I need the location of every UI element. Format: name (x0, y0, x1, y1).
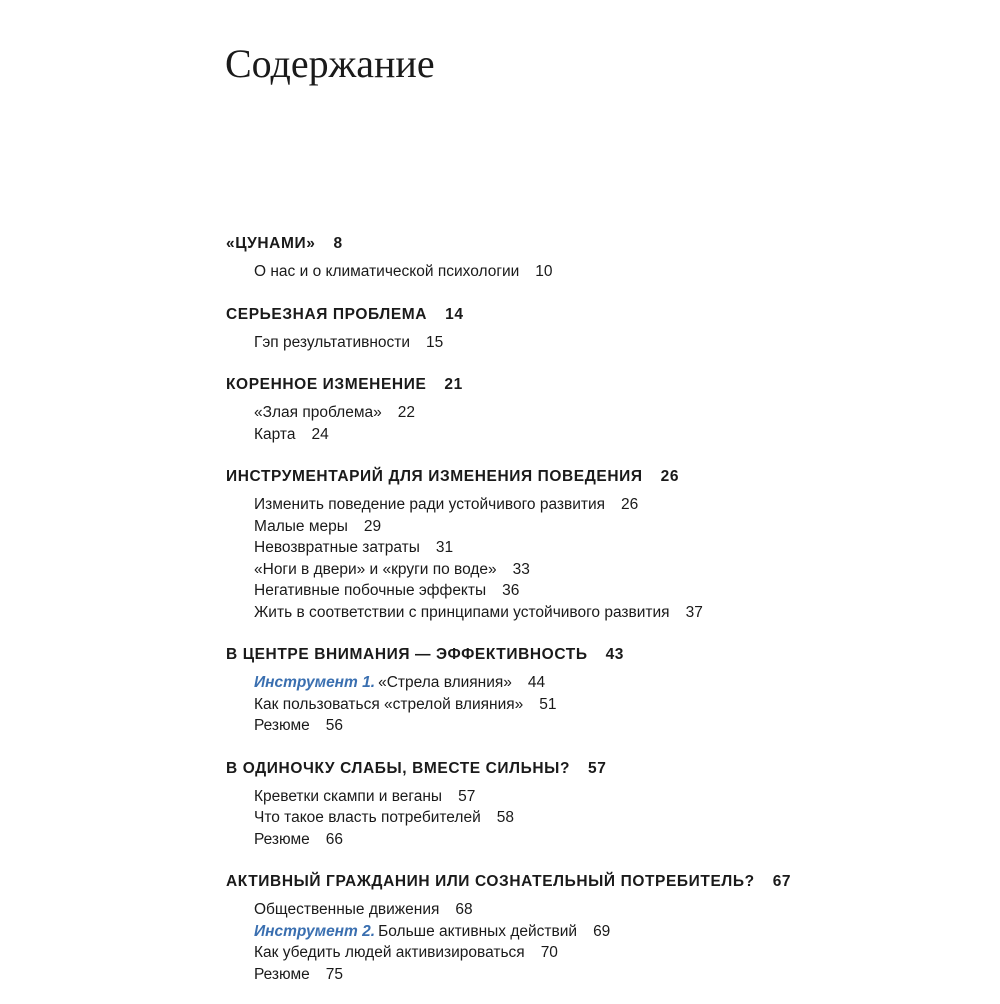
entry-title: «Злая проблема» (254, 404, 382, 421)
section-title: В ОДИНОЧКУ СЛАБЫ, ВМЕСТЕ СИЛЬНЫ? (226, 759, 571, 777)
section-page-number: 57 (588, 759, 607, 777)
toc-entry[interactable] (226, 516, 946, 538)
section-title: КОРЕННОЕ ИЗМЕНЕНИЕ (226, 376, 427, 393)
entry-title: Малые меры (254, 517, 348, 535)
entry-title: Негативные побочные эффекты (254, 582, 487, 599)
toc-entry[interactable] (226, 424, 946, 446)
entry-title: Креветки скампи и веганы (254, 787, 443, 805)
tool-label: Инструмент 1. (254, 674, 376, 691)
section-heading[interactable] (226, 302, 946, 328)
toc-entry[interactable] (226, 559, 946, 581)
entry-title: Резюме (254, 965, 310, 983)
toc-entry[interactable] (226, 921, 946, 943)
toc-entry[interactable] (226, 942, 946, 964)
entry-title: Невозвратные затраты (254, 539, 420, 556)
toc-section (226, 464, 946, 623)
toc-entry[interactable] (226, 537, 946, 559)
entry-page-number: 33 (512, 560, 530, 578)
entry-page-number: 22 (397, 404, 415, 421)
entry-title: Карта (254, 425, 296, 443)
section-title: В ЦЕНТРЕ ВНИМАНИЯ — ЭФФЕКТИВНОСТЬ (226, 646, 588, 663)
section-heading[interactable] (226, 464, 946, 490)
toc-entry[interactable] (226, 829, 946, 851)
toc-entry[interactable] (226, 332, 946, 354)
section-heading[interactable] (226, 642, 946, 668)
entry-title: Что такое власть потребителей (254, 809, 481, 826)
page-title: Содержание (225, 41, 435, 86)
section-page-number: 67 (772, 873, 792, 890)
section-title: АКТИВНЫЙ ГРАЖДАНИН ИЛИ СОЗНАТЕЛЬНЫЙ ПОТРЕБИТЕЛЬ? (226, 873, 755, 890)
section-heading[interactable] (226, 372, 946, 398)
entry-page-number: 37 (685, 603, 703, 621)
entry-title: О нас и о климатической психологии (254, 263, 520, 280)
entry-page-number: 24 (311, 425, 329, 443)
entry-title: Общественные движения (254, 901, 440, 918)
section-heading[interactable] (226, 231, 946, 257)
entry-title: Как пользоваться «стрелой влияния» (254, 695, 524, 713)
section-heading[interactable] (226, 756, 946, 782)
toc-entry[interactable] (226, 807, 946, 829)
toc-entry[interactable] (226, 672, 946, 694)
section-heading[interactable] (226, 869, 946, 895)
entry-page-number: 36 (502, 582, 520, 599)
section-page-number: 26 (660, 468, 680, 485)
entry-title: Больше активных действий (378, 922, 578, 940)
section-page-number: 8 (333, 235, 343, 252)
entry-title: Жить в соответствии с принципами устойчивого развития (254, 603, 670, 621)
toc-entry[interactable] (226, 580, 946, 602)
section-title: ИНСТРУМЕНТАРИЙ ДЛЯ ИЗМЕНЕНИЯ ПОВЕДЕНИЯ (226, 468, 643, 485)
toc-section (226, 302, 946, 354)
toc-entry[interactable] (226, 694, 946, 716)
entry-page-number: 44 (527, 674, 546, 691)
entry-title: Изменить поведение ради устойчивого развития (254, 496, 606, 513)
toc-entry[interactable] (226, 786, 946, 808)
toc-entry[interactable] (226, 899, 946, 921)
entry-page-number: 29 (363, 517, 382, 535)
entry-page-number: 51 (539, 695, 557, 713)
entry-page-number: 56 (325, 717, 344, 734)
entry-title: Гэп результативности (254, 333, 411, 351)
toc-entry[interactable] (226, 402, 946, 424)
entry-title: Резюме (254, 717, 310, 734)
tool-label: Инструмент 2. (254, 922, 376, 940)
entry-title: «Стрела влияния» (378, 674, 512, 691)
toc-entry[interactable] (226, 964, 946, 986)
entry-page-number: 26 (621, 496, 639, 513)
table-of-contents (226, 231, 946, 1004)
toc-entry[interactable] (226, 602, 946, 624)
toc-section (226, 756, 946, 851)
entry-title: «Ноги в двери» и «круги по воде» (254, 560, 497, 578)
section-page-number: 14 (445, 305, 464, 323)
entry-page-number: 57 (458, 787, 476, 805)
entry-title: Резюме (254, 830, 310, 848)
entry-page-number: 15 (426, 333, 444, 351)
toc-section (226, 869, 946, 985)
toc-section (226, 231, 946, 283)
section-title: «ЦУНАМИ» (226, 235, 316, 252)
entry-page-number: 10 (535, 263, 553, 280)
entry-page-number: 75 (325, 965, 344, 983)
entry-page-number: 58 (496, 809, 514, 826)
toc-entry[interactable] (226, 494, 946, 516)
section-page-number: 21 (444, 376, 463, 393)
entry-title: Как убедить людей активизироваться (254, 944, 525, 961)
toc-entry[interactable] (226, 261, 946, 283)
entry-page-number: 69 (593, 922, 611, 940)
toc-section (226, 642, 946, 737)
section-page-number: 43 (605, 646, 625, 663)
entry-page-number: 70 (540, 944, 558, 961)
entry-page-number: 68 (455, 901, 473, 918)
entry-page-number: 31 (435, 539, 454, 556)
entry-page-number: 66 (325, 830, 344, 848)
toc-entry[interactable] (226, 715, 946, 737)
toc-section (226, 372, 946, 445)
section-title: СЕРЬЕЗНАЯ ПРОБЛЕМА (226, 305, 428, 323)
